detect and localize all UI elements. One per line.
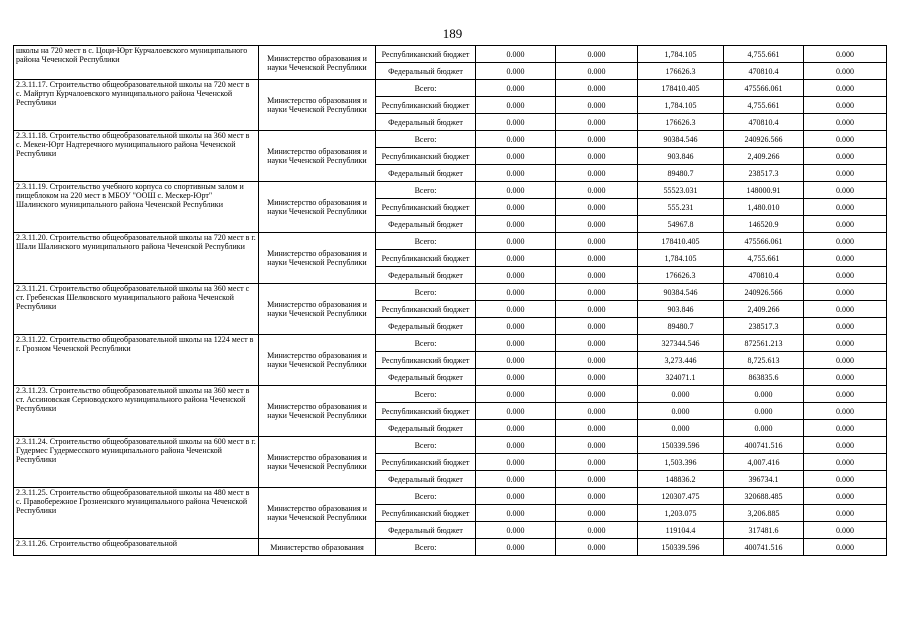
responsible-ministry: Министерство образования и науки Чеченской Республики — [259, 284, 376, 335]
project-description: 2.3.11.24. Строительство общеобразовательной школы на 600 мест в г. Гудермес Гудермесского муниципального района Чеченской Республики — [14, 437, 259, 488]
amount-cell: 0.000 — [804, 522, 887, 539]
amount-cell: 238517.3 — [724, 165, 804, 182]
project-row — [14, 284, 887, 301]
amount-cell: 90384.546 — [638, 131, 724, 148]
amount-cell: 0.000 — [476, 233, 556, 250]
funding-source: Всего: — [376, 335, 476, 352]
amount-cell: 89480.7 — [638, 165, 724, 182]
amount-cell: 0.000 — [476, 488, 556, 505]
funding-source: Федеральный бюджет — [376, 216, 476, 233]
amount-cell: 0.000 — [804, 318, 887, 335]
amount-cell: 0.000 — [556, 352, 638, 369]
amount-cell: 0.000 — [804, 284, 887, 301]
amount-cell: 4,007.416 — [724, 454, 804, 471]
amount-cell: 1,784.105 — [638, 250, 724, 267]
amount-cell: 4,755.661 — [724, 250, 804, 267]
amount-cell: 0.000 — [804, 182, 887, 199]
amount-cell: 0.000 — [556, 369, 638, 386]
responsible-ministry: Министерство образования и науки Чеченской Республики — [259, 46, 376, 80]
funding-source: Федеральный бюджет — [376, 369, 476, 386]
amount-cell: 0.000 — [804, 454, 887, 471]
amount-cell: 176626.3 — [638, 63, 724, 80]
project-description: 2.3.11.17. Строительство общеобразовательной школы на 720 мест в с. Майртуп Курчалоевского муниципального района Чеченской Республики — [14, 80, 259, 131]
funding-source: Республиканский бюджет — [376, 403, 476, 420]
amount-cell: 0.000 — [556, 80, 638, 97]
amount-cell: 0.000 — [556, 216, 638, 233]
amount-cell: 0.000 — [724, 403, 804, 420]
amount-cell: 0.000 — [804, 539, 887, 556]
amount-cell: 0.000 — [476, 199, 556, 216]
amount-cell: 872561.213 — [724, 335, 804, 352]
project-row — [14, 539, 887, 556]
funding-source: Федеральный бюджет — [376, 267, 476, 284]
amount-cell: 470810.4 — [724, 267, 804, 284]
amount-cell: 1,784.105 — [638, 97, 724, 114]
amount-cell: 0.000 — [476, 165, 556, 182]
funding-source: Всего: — [376, 539, 476, 556]
amount-cell: 0.000 — [804, 488, 887, 505]
table-viewport — [13, 46, 886, 595]
amount-cell: 3,206.885 — [724, 505, 804, 522]
responsible-ministry: Министерство образования и науки Чеченской Республики — [259, 386, 376, 437]
amount-cell: 178410.405 — [638, 233, 724, 250]
project-description: 2.3.11.21. Строительство общеобразовательной школы на 360 мест с ст. Гребенская Шелковского муниципального района Чеченской Республики — [14, 284, 259, 335]
amount-cell: 0.000 — [804, 352, 887, 369]
amount-cell: 90384.546 — [638, 284, 724, 301]
funding-source: Федеральный бюджет — [376, 318, 476, 335]
amount-cell: 0.000 — [476, 539, 556, 556]
project-description: 2.3.11.19. Строительство учебного корпуса со спортивным залом и пищеблоком на 220 мест в МБОУ "ООШ с. Мескер-Юрт" Шалинского муниципального района Чеченской Республики — [14, 182, 259, 233]
funding-source: Республиканский бюджет — [376, 148, 476, 165]
amount-cell: 8,725.613 — [724, 352, 804, 369]
amount-cell: 0.000 — [804, 420, 887, 437]
funding-source: Республиканский бюджет — [376, 97, 476, 114]
amount-cell: 0.000 — [556, 454, 638, 471]
amount-cell: 0.000 — [804, 148, 887, 165]
table-body — [14, 46, 887, 556]
amount-cell: 178410.405 — [638, 80, 724, 97]
amount-cell: 470810.4 — [724, 114, 804, 131]
funding-source: Всего: — [376, 488, 476, 505]
amount-cell: 0.000 — [556, 522, 638, 539]
amount-cell: 0.000 — [556, 97, 638, 114]
amount-cell: 0.000 — [556, 63, 638, 80]
amount-cell: 0.000 — [476, 403, 556, 420]
amount-cell: 320688.485 — [724, 488, 804, 505]
amount-cell: 0.000 — [476, 369, 556, 386]
amount-cell: 150339.596 — [638, 437, 724, 454]
amount-cell: 0.000 — [556, 182, 638, 199]
amount-cell: 0.000 — [804, 386, 887, 403]
funding-source: Республиканский бюджет — [376, 505, 476, 522]
amount-cell: 0.000 — [476, 318, 556, 335]
amount-cell: 0.000 — [476, 267, 556, 284]
amount-cell: 470810.4 — [724, 63, 804, 80]
project-description: школы на 720 мест в с. Цоци-Юрт Курчалоевского муниципального района Чеченской Республики — [14, 46, 259, 80]
funding-source: Республиканский бюджет — [376, 301, 476, 318]
amount-cell: 475566.061 — [724, 233, 804, 250]
amount-cell: 0.000 — [556, 46, 638, 63]
funding-source: Федеральный бюджет — [376, 420, 476, 437]
amount-cell: 0.000 — [804, 46, 887, 63]
amount-cell: 400741.516 — [724, 437, 804, 454]
amount-cell: 54967.8 — [638, 216, 724, 233]
amount-cell: 0.000 — [804, 301, 887, 318]
amount-cell: 0.000 — [804, 437, 887, 454]
amount-cell: 0.000 — [804, 369, 887, 386]
project-row — [14, 233, 887, 250]
amount-cell: 176626.3 — [638, 267, 724, 284]
project-row — [14, 131, 887, 148]
amount-cell: 1,480.010 — [724, 199, 804, 216]
amount-cell: 0.000 — [556, 505, 638, 522]
amount-cell: 0.000 — [804, 80, 887, 97]
funding-source: Республиканский бюджет — [376, 199, 476, 216]
continued-row — [14, 46, 887, 63]
amount-cell: 0.000 — [804, 131, 887, 148]
amount-cell: 324071.1 — [638, 369, 724, 386]
amount-cell: 240926.566 — [724, 131, 804, 148]
amount-cell: 0.000 — [476, 114, 556, 131]
amount-cell: 0.000 — [804, 403, 887, 420]
amount-cell: 0.000 — [476, 46, 556, 63]
amount-cell: 0.000 — [804, 250, 887, 267]
amount-cell: 327344.546 — [638, 335, 724, 352]
responsible-ministry: Министерство образования и науки Чеченской Республики — [259, 488, 376, 539]
amount-cell: 0.000 — [804, 199, 887, 216]
budget-table — [13, 45, 887, 556]
responsible-ministry: Министерство образования и науки Чеченской Республики — [259, 233, 376, 284]
responsible-ministry: Министерство образования и науки Чеченской Республики — [259, 437, 376, 488]
amount-cell: 0.000 — [476, 522, 556, 539]
amount-cell: 0.000 — [804, 114, 887, 131]
project-description: 2.3.11.25. Строительство общеобразовательной школы на 480 мест в с. Правобережное Грозненского муниципального района Чеченской Республики — [14, 488, 259, 539]
amount-cell: 0.000 — [476, 63, 556, 80]
project-row — [14, 182, 887, 199]
funding-source: Всего: — [376, 437, 476, 454]
amount-cell: 1,784.105 — [638, 46, 724, 63]
amount-cell: 0.000 — [476, 250, 556, 267]
responsible-ministry: Министерство образования и науки Чеченской Республики — [259, 335, 376, 386]
amount-cell: 0.000 — [556, 148, 638, 165]
project-description: 2.3.11.20. Строительство общеобразовательной школы на 720 мест в г. Шали Шалинского муниципального района Чеченской Республики — [14, 233, 259, 284]
amount-cell: 55523.031 — [638, 182, 724, 199]
responsible-ministry: Министерство образования и науки Чеченской Республики — [259, 182, 376, 233]
amount-cell: 0.000 — [556, 267, 638, 284]
amount-cell: 0.000 — [804, 233, 887, 250]
amount-cell: 0.000 — [724, 420, 804, 437]
amount-cell: 148000.91 — [724, 182, 804, 199]
amount-cell: 0.000 — [556, 250, 638, 267]
amount-cell: 2,409.266 — [724, 301, 804, 318]
amount-cell: 89480.7 — [638, 318, 724, 335]
amount-cell: 1,503.396 — [638, 454, 724, 471]
amount-cell: 0.000 — [804, 505, 887, 522]
amount-cell: 0.000 — [556, 335, 638, 352]
amount-cell: 0.000 — [804, 471, 887, 488]
funding-source: Федеральный бюджет — [376, 165, 476, 182]
amount-cell: 0.000 — [556, 437, 638, 454]
amount-cell: 0.000 — [556, 233, 638, 250]
amount-cell: 0.000 — [476, 131, 556, 148]
project-row — [14, 488, 887, 505]
amount-cell: 0.000 — [804, 267, 887, 284]
amount-cell: 0.000 — [804, 216, 887, 233]
amount-cell: 176626.3 — [638, 114, 724, 131]
amount-cell: 0.000 — [476, 352, 556, 369]
amount-cell: 555.231 — [638, 199, 724, 216]
project-row — [14, 335, 887, 352]
amount-cell: 0.000 — [476, 505, 556, 522]
responsible-ministry: Министерство образования и науки Чеченской Республики — [259, 131, 376, 182]
amount-cell: 0.000 — [804, 97, 887, 114]
amount-cell: 0.000 — [556, 488, 638, 505]
responsible-ministry: Министерство образования — [259, 539, 376, 556]
funding-source: Федеральный бюджет — [376, 63, 476, 80]
amount-cell: 0.000 — [638, 420, 724, 437]
amount-cell: 148836.2 — [638, 471, 724, 488]
amount-cell: 0.000 — [476, 284, 556, 301]
amount-cell: 0.000 — [804, 335, 887, 352]
funding-source: Всего: — [376, 386, 476, 403]
funding-source: Всего: — [376, 131, 476, 148]
amount-cell: 0.000 — [476, 335, 556, 352]
project-description: 2.3.11.18. Строительство общеобразовательной школы на 360 мест в с. Мекен-Юрт Надтеречного муниципального района Чеченской Республики — [14, 131, 259, 182]
amount-cell: 4,755.661 — [724, 97, 804, 114]
amount-cell: 0.000 — [556, 403, 638, 420]
amount-cell: 0.000 — [556, 284, 638, 301]
page-number: 189 — [442, 26, 463, 41]
amount-cell: 0.000 — [804, 63, 887, 80]
amount-cell: 0.000 — [724, 386, 804, 403]
project-description: 2.3.11.22. Строительство общеобразовательной школы на 1224 мест в г. Грозном Чеченской Республики — [14, 335, 259, 386]
amount-cell: 0.000 — [476, 216, 556, 233]
responsible-ministry: Министерство образования и науки Чеченской Республики — [259, 80, 376, 131]
funding-source: Всего: — [376, 233, 476, 250]
project-row — [14, 386, 887, 403]
amount-cell: 0.000 — [556, 420, 638, 437]
amount-cell: 863835.6 — [724, 369, 804, 386]
amount-cell: 0.000 — [556, 131, 638, 148]
amount-cell: 903.846 — [638, 301, 724, 318]
amount-cell: 0.000 — [804, 165, 887, 182]
amount-cell: 150339.596 — [638, 539, 724, 556]
amount-cell: 0.000 — [638, 403, 724, 420]
amount-cell: 238517.3 — [724, 318, 804, 335]
amount-cell: 2,409.266 — [724, 148, 804, 165]
amount-cell: 0.000 — [556, 301, 638, 318]
amount-cell: 146520.9 — [724, 216, 804, 233]
funding-source: Республиканский бюджет — [376, 352, 476, 369]
project-row — [14, 437, 887, 454]
amount-cell: 0.000 — [556, 318, 638, 335]
project-row — [14, 80, 887, 97]
amount-cell: 396734.1 — [724, 471, 804, 488]
funding-source: Республиканский бюджет — [376, 454, 476, 471]
amount-cell: 0.000 — [556, 471, 638, 488]
amount-cell: 0.000 — [476, 386, 556, 403]
amount-cell: 0.000 — [556, 539, 638, 556]
amount-cell: 317481.6 — [724, 522, 804, 539]
funding-source: Федеральный бюджет — [376, 471, 476, 488]
amount-cell: 475566.061 — [724, 80, 804, 97]
amount-cell: 1,203.075 — [638, 505, 724, 522]
amount-cell: 240926.566 — [724, 284, 804, 301]
funding-source: Всего: — [376, 284, 476, 301]
amount-cell: 0.000 — [476, 471, 556, 488]
funding-source: Всего: — [376, 182, 476, 199]
amount-cell: 0.000 — [476, 80, 556, 97]
amount-cell: 0.000 — [476, 454, 556, 471]
amount-cell: 3,273.446 — [638, 352, 724, 369]
funding-source: Федеральный бюджет — [376, 114, 476, 131]
amount-cell: 120307.475 — [638, 488, 724, 505]
project-description: 2.3.11.26. Строительство общеобразовательной — [14, 539, 259, 556]
amount-cell: 0.000 — [476, 182, 556, 199]
amount-cell: 0.000 — [476, 420, 556, 437]
amount-cell: 0.000 — [476, 97, 556, 114]
amount-cell: 119104.4 — [638, 522, 724, 539]
amount-cell: 400741.516 — [724, 539, 804, 556]
amount-cell: 4,755.661 — [724, 46, 804, 63]
amount-cell: 0.000 — [476, 437, 556, 454]
amount-cell: 0.000 — [556, 386, 638, 403]
funding-source: Федеральный бюджет — [376, 522, 476, 539]
amount-cell: 0.000 — [556, 199, 638, 216]
amount-cell: 0.000 — [556, 114, 638, 131]
amount-cell: 903.846 — [638, 148, 724, 165]
amount-cell: 0.000 — [476, 148, 556, 165]
funding-source: Всего: — [376, 80, 476, 97]
funding-source: Республиканский бюджет — [376, 46, 476, 63]
amount-cell: 0.000 — [476, 301, 556, 318]
funding-source: Республиканский бюджет — [376, 250, 476, 267]
amount-cell: 0.000 — [638, 386, 724, 403]
amount-cell: 0.000 — [556, 165, 638, 182]
project-description: 2.3.11.23. Строительство общеобразовательной школы на 360 мест в ст. Ассиновская Серноводского муниципального района Чеченской Республики — [14, 386, 259, 437]
